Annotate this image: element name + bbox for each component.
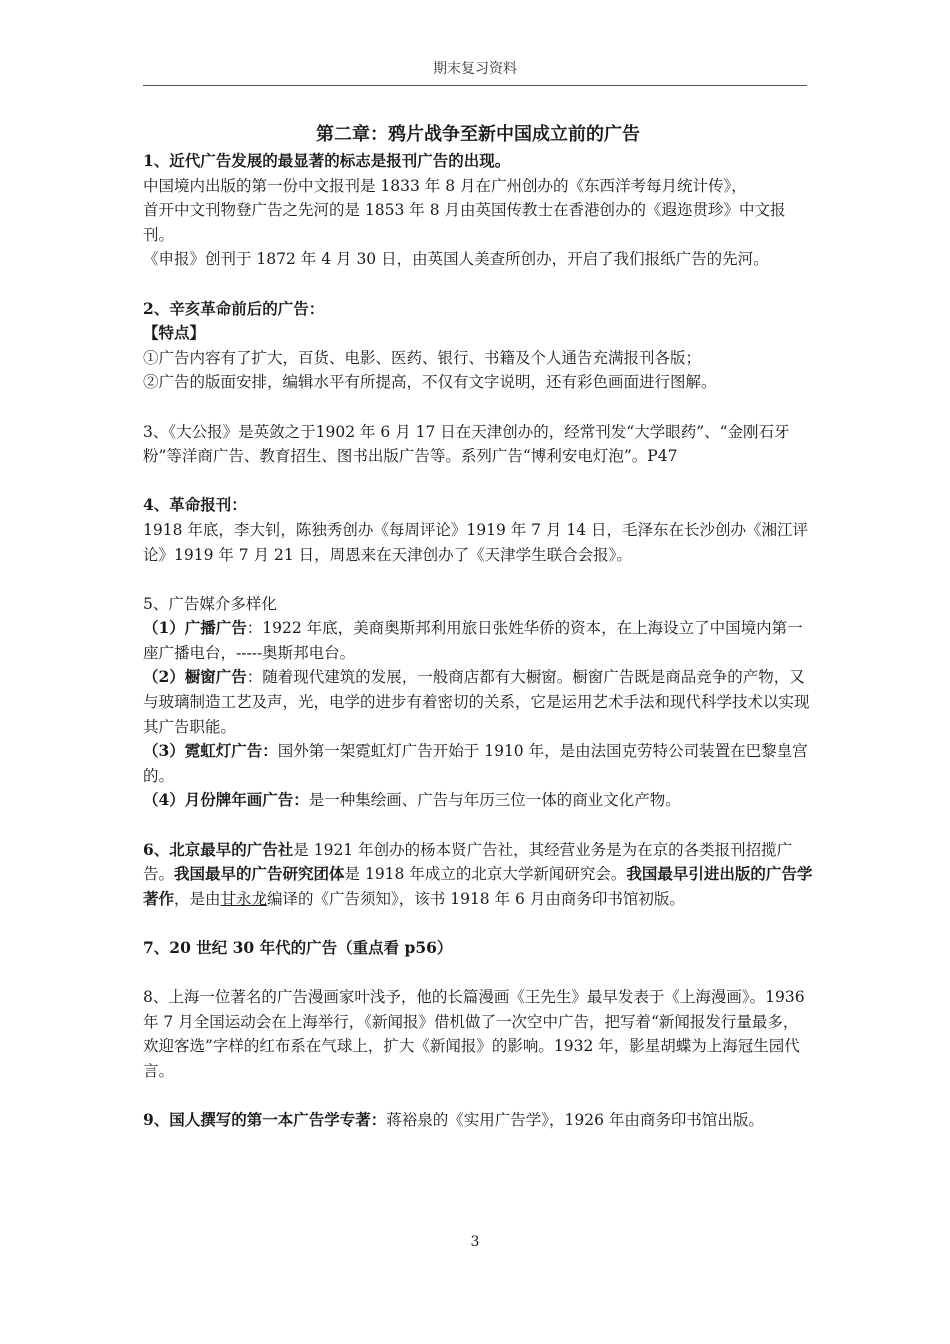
section-9-paragraph: 9、国人撰写的第一本广告学专著：蒋裕泉的《实用广告学》，1926 年由商务印书馆出版。 (143, 1110, 764, 1130)
page-header: 期末复习资料 (433, 61, 517, 77)
section-1-paragraph-1: 中国境内出版的第一份中文报刊是 1833 年 8 月在广州创办的《东西洋考每月统计传》， (143, 176, 747, 195)
section-4-heading: 4、革命报刊： (143, 495, 247, 515)
section-1-paragraph-2: 首开中文刊物登广告之先河的是 1853 年 8 月由英国传教士在香港创办的《遐迩贯珍》中文报刊。 (143, 201, 786, 244)
section-2-label: 【特点】 (143, 323, 206, 343)
chapter-title: 第二章：鸦片战争至新中国成立前的广告 (316, 124, 640, 145)
section-5-heading: 5、广告媒介多样化 (143, 594, 277, 613)
translator-name: 甘永龙 (220, 889, 268, 908)
document-body (143, 121, 813, 1133)
section-4-paragraph: 1918 年底，李大钊，陈独秀创办《每周评论》1919 年 7 月 14 日，毛泽东在长沙创办《湘江评论》1919 年 7 月 21 日，周恩来在天津创办了《天津学生联合会报》。 (143, 520, 809, 564)
section-1-heading: 1、近代广告发展的最显著的标志是报刊广告的出现。 (143, 151, 511, 170)
section-3-paragraph: 3、《大公报》是英敛之于1902 年 6 月 17 日在天津创办的，经常刊发“大学眼药”、“金刚石牙粉”等洋商广告、教育招生、图书出版广告等。系列广告“博利安电灯泡”。P47 (143, 422, 790, 466)
section-5-item-3: （3）霓虹灯广告：国外第一架霓虹灯广告开始于 1910 年，是由法国克劳特公司装置在巴黎皇宫的。 (143, 741, 808, 785)
page-number: 3 (470, 1234, 480, 1250)
section-5-item-2: （2）橱窗广告：随着现代建筑的发展，一般商店都有大橱窗。橱窗广告既是商品竞争的产物，又与玻璃制造工艺及声，光，电学的进步有着密切的关系，它是运用艺术手法和现代科学技术以实现其广告职能。 (143, 667, 810, 736)
section-7-heading: 7、20 世纪 30 年代的广告（重点看 p56） (143, 938, 453, 957)
section-5-item-1: （1）广播广告：1922 年底，美商奥斯邦利用旅日张姓华侨的资本，在上海设立了中国境内第一座广播电台，-----奥斯邦电台。 (143, 618, 803, 662)
section-1-paragraph-3: 《申报》创刊于 1872 年 4 月 30 日，由英国人美查所创办，开启了我们报纸广告的先河。 (143, 250, 769, 269)
section-2-point-1: ①广告内容有了扩大，百货、电影、医药、银行、书籍及个人通告充满报刊各版； (143, 348, 702, 367)
section-6-paragraph: 6、北京最早的广告社是 1921 年创办的杨本贤广告社，其经营业务是为在京的各类报刊招揽广告。我国最早的广告研究团体是 1918 年成立的北京大学新闻研究会。我国最早引进出版的广告学著作，是由甘永龙编译的《广告须知》，该书 1918 年 6 月由商务印书馆初版。 (143, 839, 813, 908)
header-divider (143, 85, 807, 86)
section-2-heading: 2、辛亥革命前后的广告： (143, 298, 325, 318)
section-2-point-2: ②广告的版面安排，编辑水平有所提高，不仅有文字说明，还有彩色画面进行图解。 (143, 373, 717, 392)
section-8-paragraph: 8、上海一位著名的广告漫画家叶浅予，他的长篇漫画《王先生》最早发表于《上海漫画》。1936 年 7 月全国运动会在上海举行，《新闻报》借机做了一次空中广告，把写着“新闻报发行量最多，欢迎客选”字样的红布系在气球上，扩大《新闻报》的影响。1932 年，影星胡蝶为上海冠生园代言。 (143, 988, 805, 1080)
section-5-item-4: （4）月份牌年画广告：是一种集绘画、广告与年历三位一体的商业文化产物。 (143, 790, 681, 810)
